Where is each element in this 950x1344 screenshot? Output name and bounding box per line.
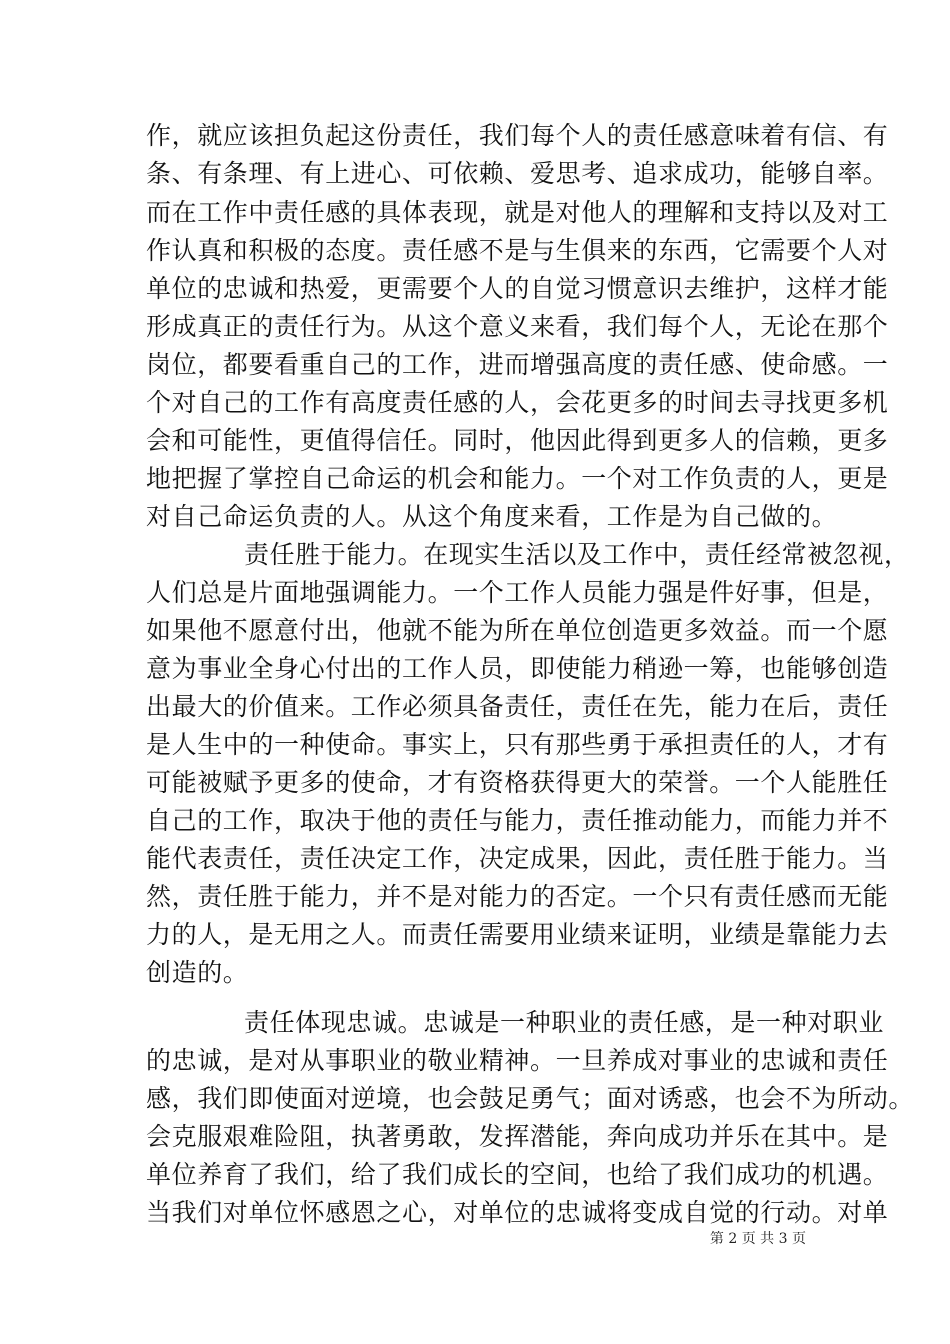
text-line: 自己的工作，取决于他的责任与能力，责任推动能力，而能力并不: [146, 806, 889, 835]
text-line: 会和可能性，更值得信任。同时，他因此得到更多人的信赖，更多: [146, 426, 889, 455]
text-line: 形成真正的责任行为。从这个意义来看，我们每个人，无论在那个: [146, 312, 889, 341]
text-line: 出最大的价值来。工作必须具备责任，责任在先，能力在后，责任: [146, 692, 889, 721]
text-line: 条、有条理、有上进心、可依赖、爱思考、追求成功，能够自率。: [146, 159, 889, 188]
paragraph-start-line: 责任体现忠诚。忠诚是一种职业的责任感，是一种对职业: [244, 1008, 885, 1037]
text-line: 岗位，都要看重自己的工作，进而增强高度的责任感、使命感。一: [146, 350, 889, 379]
text-line: 对自己命运负责的人。从这个角度来看，工作是为自己做的。: [146, 502, 838, 531]
text-line: 然，责任胜于能力，并不是对能力的否定。一个只有责任感而无能: [146, 882, 889, 911]
page-number: 第 2 页 共 3 页: [709, 1231, 806, 1247]
text-line: 意为事业全身心付出的工作人员，即使能力稍逊一筹，也能够创造: [146, 654, 889, 683]
text-line: 地把握了掌控自己命运的机会和能力。一个对工作负责的人，更是: [146, 464, 889, 493]
text-line: 感，我们即使面对逆境，也会鼓足勇气；面对诱惑，也会不为所动。: [146, 1084, 915, 1113]
text-line: 作，就应该担负起这份责任，我们每个人的责任感意味着有信、有: [146, 121, 889, 150]
text-line: 力的人，是无用之人。而责任需要用业绩来证明，业绩是靠能力去: [146, 920, 889, 949]
text-line: 而在工作中责任感的具体表现，就是对他人的理解和支持以及对工: [146, 198, 889, 227]
paragraph-start-line: 责任胜于能力。在现实生活以及工作中，责任经常被忽视，: [244, 540, 910, 569]
text-line: 人们总是片面地强调能力。一个工作人员能力强是件好事，但是，: [146, 578, 889, 607]
text-line: 能代表责任，责任决定工作，决定成果，因此，责任胜于能力。当: [146, 844, 889, 873]
text-line: 是人生中的一种使命。事实上，只有那些勇于承担责任的人，才有: [146, 730, 889, 759]
text-line: 如果他不愿意付出，他就不能为所在单位创造更多效益。而一个愿: [146, 616, 889, 645]
text-line: 作认真和积极的态度。责任感不是与生俱来的东西，它需要个人对: [146, 236, 889, 265]
text-line: 单位的忠诚和热爱，更需要个人的自觉习惯意识去维护，这样才能: [146, 274, 889, 303]
text-line: 的忠诚，是对从事职业的敬业精神。一旦养成对事业的忠诚和责任: [146, 1046, 889, 1075]
text-line: 创造的。: [146, 958, 249, 987]
text-line: 个对自己的工作有高度责任感的人，会花更多的时间去寻找更多机: [146, 388, 889, 417]
text-line: 单位养育了我们，给了我们成长的空间，也给了我们成功的机遇。: [146, 1160, 889, 1189]
text-line: 可能被赋予更多的使命，才有资格获得更大的荣誉。一个人能胜任: [146, 768, 889, 797]
text-line: 会克服艰难险阻，执著勇敢，发挥潜能，奔向成功并乐在其中。是: [146, 1122, 889, 1151]
text-line: 当我们对单位怀感恩之心，对单位的忠诚将变成自觉的行动。对单: [146, 1198, 889, 1227]
